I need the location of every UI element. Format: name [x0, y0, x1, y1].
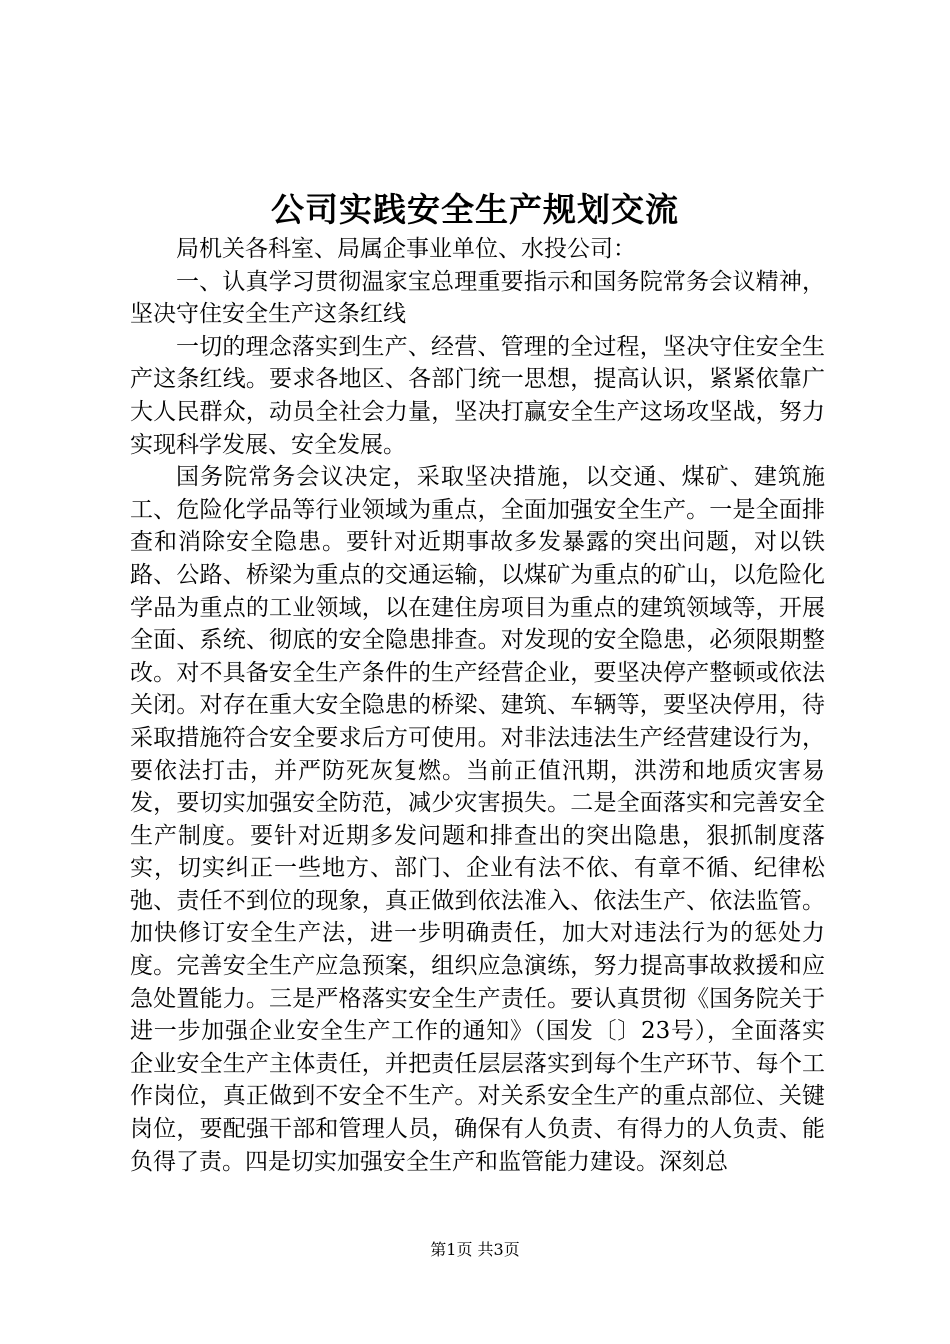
page-number-footer: 第1页 共3页: [430, 1240, 520, 1259]
body-paragraph: 一切的理念落实到生产、经营、管理的全过程，坚决守住安全生产这条红线。要求各地区、各部门统一思想，提高认识，紧紧依靠广大人民群众，动员全社会力量，坚决打赢安全生产这场攻坚战，努力实现科学发展、安全发展。: [130, 333, 825, 458]
document-title: 公司实践安全生产规划交流: [271, 190, 679, 229]
body-paragraph: 国务院常务会议决定，采取坚决措施，以交通、煤矿、建筑施工、危险化学品等行业领域为重点，全面加强安全生产。一是全面排查和消除安全隐患。要针对近期事故多发暴露的突出问题，对以铁路、公路、桥梁为重点的交通运输，以煤矿为重点的矿山，以危险化学品为重点的工业领域，以在建住房项目为重点的建筑领域等，开展全面、系统、彻底的安全隐患排查。对发现的安全隐患，必须限期整改。对不具备安全生产条件的生产经营企业，要坚决停产整顿或依法关闭。对存在重大安全隐患的桥梁、建筑、车辆等，要坚决停用，待采取措施符合安全要求后方可使用。对非法违法生产经营建设行为，要依法打击，并严防死灰复燃。当前正值汛期，洪涝和地质灾害易发，要切实加强安全防范，减少灾害损失。二是全面落实和完善安全生产制度。要针对近期多发问题和排查出的突出隐患，狠抓制度落实，切实纠正一些地方、部门、企业有法不依、有章不循、纪律松弛、责任不到位的现象，真正做到依法准入、依法生产、依法监管。加快修订安全生产法，进一步明确责任，加大对违法行为的惩处力度。完善安全生产应急预案，组织应急演练，努力提高事故救援和应急处置能力。三是严格落实安全生产责任。要认真贯彻《国务院关于进一步加强企业安全生产工作的通知》（国发〔〕23号），全面落实企业安全生产主体责任，并把责任层层落实到每个生产环节、每个工作岗位，真正做到不安全不生产。对关系安全生产的重点部位、关键岗位，要配强干部和管理人员，确保有人负责、有得力的人负责、能负得了责。四是切实加强安全生产和监管能力建设。深刻总: [130, 464, 825, 1175]
section-heading-paragraph: 一、认真学习贯彻温家宝总理重要指示和国务院常务会议精神，坚决守住安全生产这条红线: [130, 268, 825, 328]
salutation-paragraph: 局机关各科室、局属企事业单位、水投公司：: [176, 236, 636, 262]
document-body: [130, 233, 825, 1178]
